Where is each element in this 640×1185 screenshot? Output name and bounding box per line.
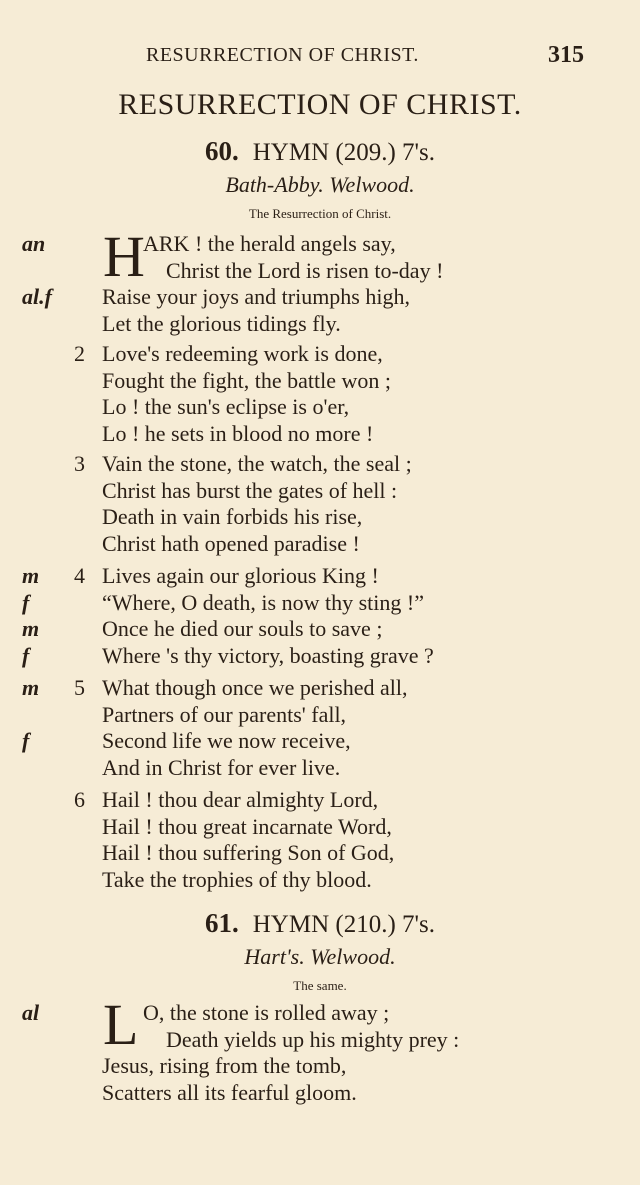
- verse-text: Lo ! the sun's eclipse is o'er,: [102, 394, 350, 419]
- verse-line: [0, 421, 640, 449]
- verse-text: What though once we perished all,: [102, 675, 408, 700]
- verse-text: Raise your joys and triumphs high,: [102, 284, 410, 309]
- hymn-61-subject: The same.: [293, 978, 347, 993]
- hymn-61-title: HYMN (210.) 7's.: [252, 911, 436, 938]
- hymn-60-title: HYMN (209.) 7's.: [252, 139, 436, 166]
- page-number: 315: [548, 42, 584, 68]
- verse-line: [0, 311, 640, 339]
- dynamic-mark: m: [22, 675, 40, 700]
- verse-text: ARK ! the herald angels say,: [143, 231, 396, 256]
- verse-text: Vain the stone, the watch, the seal ;: [102, 451, 412, 476]
- verse-text: Death in vain forbids his rise,: [102, 504, 363, 529]
- verse-line: [0, 590, 640, 618]
- verse-line: [0, 451, 640, 479]
- verse-text: Hail ! thou suffering Son of God,: [102, 840, 395, 865]
- verse-text: Partners of our parents' fall,: [102, 701, 347, 727]
- verse-text: Christ hath opened paradise !: [102, 530, 360, 556]
- verse-text: Fought the fight, the battle won ;: [102, 367, 392, 393]
- dynamic-mark: f: [22, 728, 30, 753]
- verse-number: 6: [74, 787, 85, 812]
- verse-line: [0, 840, 640, 868]
- verse-text: Death yields up his mighty prey :: [166, 1026, 460, 1052]
- verse-text: Second life we now receive,: [102, 728, 351, 753]
- verse-line: [0, 1000, 640, 1028]
- verse-text: Hail ! thou dear almighty Lord,: [102, 787, 379, 812]
- verse-line: [0, 867, 640, 895]
- verse-number: 4: [74, 563, 85, 588]
- hymn-60-heading: [0, 136, 640, 167]
- verse-line: [0, 563, 640, 591]
- verse-text: Christ has burst the gates of hell :: [102, 477, 398, 503]
- verse-line: [0, 504, 640, 532]
- verse-line: [0, 1027, 640, 1055]
- verse-line: [0, 643, 640, 671]
- hymn-60-number: 60.: [204, 136, 239, 166]
- hymn-61-number: 61.: [204, 908, 239, 938]
- verse-text: Jesus, rising from the tomb,: [102, 1053, 347, 1078]
- dynamic-mark: m: [22, 616, 40, 641]
- verse-text: Let the glorious tidings fly.: [102, 310, 341, 336]
- verse-line: [0, 728, 640, 756]
- verse-line: [0, 702, 640, 730]
- dynamic-mark: an: [22, 231, 46, 256]
- verse-line: [0, 787, 640, 815]
- verse-text: “Where, O death, is now thy sting !”: [102, 589, 424, 615]
- verse-text: O, the stone is rolled away ;: [143, 1000, 390, 1025]
- dynamic-mark: al: [22, 1000, 40, 1025]
- verse-line: [0, 368, 640, 396]
- verse-line: [0, 755, 640, 783]
- verse-number: 3: [74, 451, 85, 476]
- section-title: RESURRECTION OF CHRIST.: [118, 88, 522, 121]
- hymn-61-tune: Hart's. Welwood.: [244, 944, 396, 969]
- verse-line: [0, 341, 640, 369]
- hymn-60-drop-cap: H: [103, 224, 145, 289]
- verse-text: Lives again our glorious King !: [102, 563, 379, 588]
- verse-line: [0, 814, 640, 842]
- verse-text: And in Christ for ever live.: [102, 754, 341, 780]
- verse-line: [0, 616, 640, 644]
- hymn-60-subject: The Resurrection of Christ.: [248, 206, 392, 221]
- running-head: [0, 44, 640, 74]
- verse-text: Take the trophies of thy blood.: [102, 866, 372, 892]
- dynamic-mark: m: [22, 563, 40, 588]
- verse-text: Love's redeeming work is done,: [102, 341, 383, 366]
- verse-text: Where 's thy victory, boasting grave ?: [102, 642, 434, 668]
- verse-text: Once he died our souls to save ;: [102, 616, 383, 641]
- hymn-61-heading: [0, 908, 640, 939]
- dynamic-mark: al.f: [22, 284, 52, 309]
- verse-line: [0, 1053, 640, 1081]
- verse-number: 5: [74, 675, 85, 700]
- verse-line: [0, 1080, 640, 1108]
- dynamic-mark: f: [22, 642, 30, 668]
- verse-line: [0, 258, 640, 286]
- verse-line: [0, 231, 640, 259]
- running-head-title: RESURRECTION OF CHRIST.: [146, 44, 419, 66]
- verse-line: [0, 478, 640, 506]
- verse-text: Scatters all its fearful gloom.: [102, 1079, 357, 1105]
- verse-line: [0, 531, 640, 559]
- verse-line: [0, 284, 640, 312]
- verse-line: [0, 675, 640, 703]
- hymn-61-drop-cap: L: [103, 992, 139, 1057]
- verse-text: Lo ! he sets in blood no more !: [102, 420, 374, 446]
- verse-text: Hail ! thou great incarnate Word,: [102, 813, 392, 839]
- dynamic-mark: f: [22, 589, 30, 615]
- hymn-60-tune: Bath-Abby. Welwood.: [225, 172, 415, 197]
- verse-line: [0, 394, 640, 422]
- verse-text: Christ the Lord is risen to-day !: [166, 257, 444, 283]
- verse-number: 2: [74, 341, 85, 366]
